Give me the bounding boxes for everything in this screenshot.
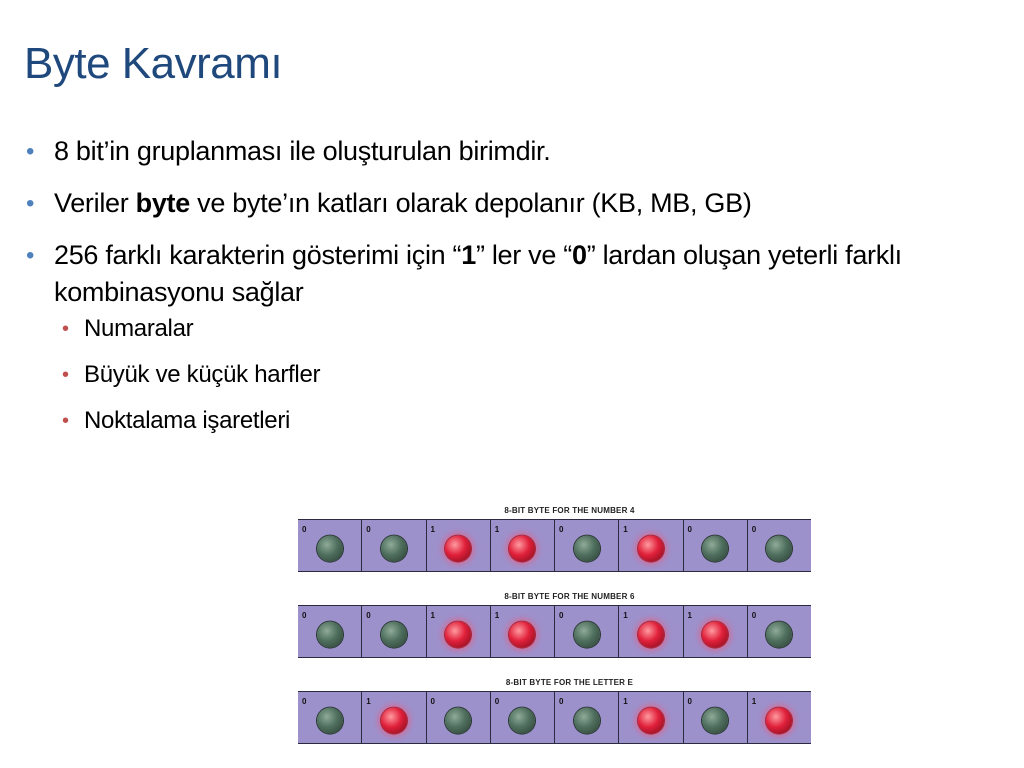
bit-cell — [747, 606, 811, 657]
bulb-off-icon — [574, 535, 600, 561]
bullet-bold-text: 0 — [571, 240, 587, 270]
bit-value-label: 0 — [302, 697, 307, 706]
bit-cell — [554, 692, 618, 743]
bit-value-label: 1 — [430, 525, 435, 534]
bit-cell — [618, 520, 682, 571]
bit-cell — [426, 692, 490, 743]
bullet-text: 256 farklı karakterin gösterimi için “ — [54, 240, 462, 270]
bullet-dot-icon: • — [26, 138, 35, 165]
bit-value-label: 0 — [687, 697, 692, 706]
sub-bullet-text: Noktalama işaretleri — [84, 407, 291, 434]
bulb-on-icon — [381, 707, 407, 733]
bulb-on-icon — [638, 535, 664, 561]
bit-value-label: 0 — [302, 611, 307, 620]
bullet-list — [24, 133, 1004, 451]
bulb-on-icon — [445, 621, 471, 647]
bit-cell — [683, 520, 747, 571]
bulb-on-icon — [445, 535, 471, 561]
bulb-off-icon — [381, 621, 407, 647]
bulb-off-icon — [766, 621, 792, 647]
bulb-off-icon — [381, 535, 407, 561]
bit-value-label: 0 — [366, 525, 371, 534]
bit-cell — [683, 606, 747, 657]
bit-cell — [298, 692, 361, 743]
bulb-off-icon — [766, 535, 792, 561]
bit-value-label: 1 — [687, 611, 692, 620]
bulb-off-icon — [317, 707, 343, 733]
bullet-text: ” ler ve “ — [475, 240, 572, 270]
bulb-off-icon — [702, 535, 728, 561]
bit-cell — [426, 606, 490, 657]
bit-value-label: 1 — [494, 611, 500, 620]
sub-bullet-dot-icon: • — [62, 410, 69, 432]
bit-value-label: 1 — [430, 611, 435, 620]
bulb-off-icon — [574, 621, 600, 647]
bulb-off-icon — [702, 707, 728, 733]
bullet-bold-text: 1 — [461, 240, 476, 270]
bullet-item — [24, 237, 1004, 311]
bit-value-label: 0 — [751, 525, 757, 534]
bit-value-label: 0 — [494, 697, 500, 706]
sub-bullet-text: Büyük ve küçük harfler — [84, 361, 321, 388]
bit-cell — [298, 520, 361, 571]
bit-cell — [426, 520, 490, 571]
bullet-dot-icon: • — [26, 242, 35, 269]
bullet-item — [24, 133, 1004, 170]
bit-value-label: 0 — [559, 697, 564, 706]
sub-bullet-dot-icon: • — [62, 318, 69, 340]
bit-cell — [361, 606, 425, 657]
bit-cell — [554, 606, 618, 657]
bullet-text: ve byte’ın katları olarak depolanır (KB, MB, GB) — [189, 188, 752, 218]
bit-cell — [361, 520, 425, 571]
bit-cell — [298, 606, 361, 657]
byte-row-caption: 8-BIT BYTE FOR THE LETTER E — [505, 678, 634, 687]
sub-bullet-item — [24, 405, 1004, 437]
bulb-on-icon — [702, 621, 728, 647]
bulb-off-icon — [445, 707, 471, 733]
bit-cell — [683, 692, 747, 743]
bit-value-label: 1 — [623, 611, 628, 620]
bulb-on-icon — [509, 621, 535, 647]
bulb-off-icon — [509, 707, 535, 733]
bit-value-label: 0 — [751, 611, 757, 620]
bit-cell — [490, 606, 554, 657]
bullet-text: Veriler — [54, 188, 136, 218]
bulb-off-icon — [574, 707, 600, 733]
bullet-text: ” lardan oluşan yeterli farklı kombinasyonu sağlar — [54, 240, 902, 307]
byte-row-caption: 8-BIT BYTE FOR THE NUMBER 6 — [504, 592, 635, 601]
bit-value-label: 0 — [302, 525, 307, 534]
slide-title: Byte Kavramı — [24, 39, 283, 88]
bit-cell — [490, 692, 554, 743]
byte-row — [298, 605, 811, 658]
bit-cell — [618, 692, 682, 743]
bit-value-label: 0 — [687, 525, 692, 534]
bulb-on-icon — [638, 707, 664, 733]
bit-value-label: 1 — [623, 525, 628, 534]
sub-bullet-text: Numaralar — [84, 315, 194, 342]
sub-bullet-dot-icon: • — [62, 364, 69, 386]
bullet-bold-text: byte — [135, 188, 190, 218]
byte-row — [298, 519, 811, 572]
bit-value-label: 0 — [430, 697, 435, 706]
bit-cell — [554, 520, 618, 571]
bit-value-label: 1 — [366, 697, 371, 706]
bit-cell — [747, 692, 811, 743]
bullet-dot-icon: • — [26, 190, 35, 217]
bulb-on-icon — [509, 535, 535, 561]
bulb-off-icon — [317, 621, 343, 647]
byte-diagram-figure — [298, 502, 811, 760]
bulb-off-icon — [317, 535, 343, 561]
bit-value-label: 0 — [559, 611, 564, 620]
byte-row-caption: 8-BIT BYTE FOR THE NUMBER 4 — [504, 506, 635, 515]
bulb-on-icon — [638, 621, 664, 647]
bit-value-label: 1 — [751, 697, 757, 706]
sub-bullet-item — [24, 359, 1004, 391]
bit-value-label: 0 — [366, 611, 371, 620]
bit-value-label: 0 — [559, 525, 564, 534]
sub-bullet-item — [24, 313, 1004, 345]
bit-cell — [747, 520, 811, 571]
bit-cell — [490, 520, 554, 571]
bit-value-label: 1 — [494, 525, 500, 534]
bullet-text: 8 bit’in gruplanması ile oluşturulan birimdir. — [54, 136, 551, 166]
bit-cell — [618, 606, 682, 657]
byte-row — [298, 691, 811, 744]
bulb-on-icon — [766, 707, 792, 733]
bit-value-label: 1 — [623, 697, 628, 706]
bit-cell — [361, 692, 425, 743]
bullet-item — [24, 185, 1004, 222]
